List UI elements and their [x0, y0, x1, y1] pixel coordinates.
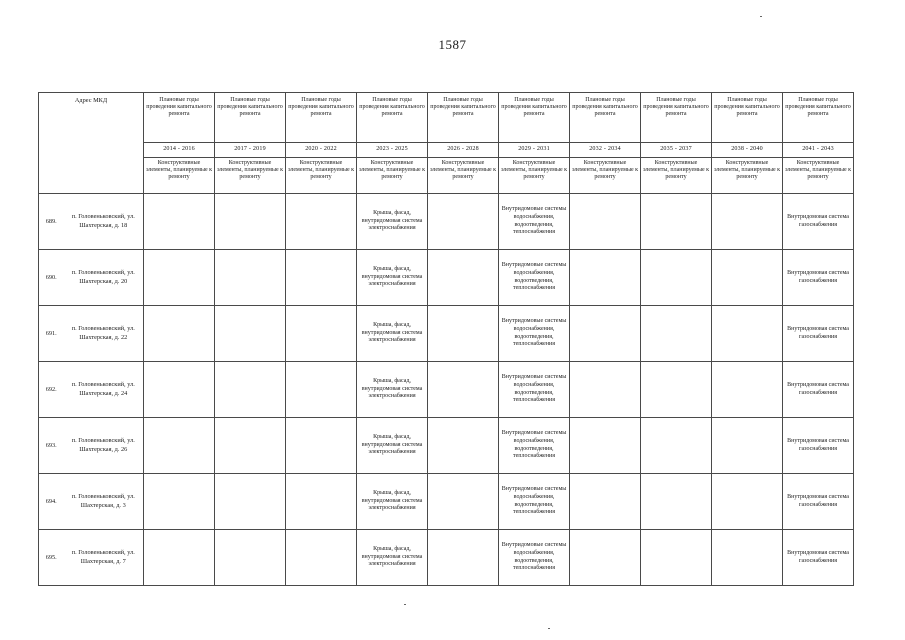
work-cell [215, 530, 286, 586]
work-cell [144, 306, 215, 362]
period-header: 2029 - 2031 [499, 143, 570, 158]
work-cell: Крыша, фасад, внутридомовая система электроснабжения [357, 362, 428, 418]
work-cell [570, 474, 641, 530]
elements-header: Конструктивные элементы, планируемые к ремонту [783, 158, 854, 194]
table-row [39, 530, 854, 586]
table-row [39, 194, 854, 250]
plan-years-header: Плановые годы проведения капитального ремонта [215, 93, 286, 143]
header-row-plan-years [39, 93, 854, 143]
work-cell [712, 418, 783, 474]
work-cell [286, 530, 357, 586]
work-cell [570, 418, 641, 474]
work-cell: Крыша, фасад, внутридомовая система электроснабжения [357, 474, 428, 530]
work-cell [428, 418, 499, 474]
work-cell [570, 250, 641, 306]
building-address: п. Головеньковский, ул. Шахтерская, д. 26 [64, 418, 144, 474]
row-number: 689. [39, 194, 64, 250]
work-cell: Внутридомовые системы водоснабжения, водоотведения, теплоснабжения [499, 250, 570, 306]
elements-header: Конструктивные элементы, планируемые к ремонту [144, 158, 215, 194]
table-row [39, 418, 854, 474]
building-address: п. Головеньковский, ул. Шахтерская, д. 24 [64, 362, 144, 418]
period-header: 2041 - 2043 [783, 143, 854, 158]
elements-header: Конструктивные элементы, планируемые к ремонту [641, 158, 712, 194]
elements-header: Конструктивные элементы, планируемые к ремонту [428, 158, 499, 194]
work-cell: Внутридомовые системы водоснабжения, водоотведения, теплоснабжения [499, 306, 570, 362]
row-number: 690. [39, 250, 64, 306]
row-number: 695. [39, 530, 64, 586]
work-cell [215, 474, 286, 530]
work-cell [712, 530, 783, 586]
building-address: п. Головеньковский, ул. Шахтерская, д. 18 [64, 194, 144, 250]
building-address: п. Головеньковский, ул. Шахтерская, д. 3 [64, 474, 144, 530]
table-row [39, 362, 854, 418]
building-address: п. Головеньковский, ул. Шахтерская, д. 7 [64, 530, 144, 586]
building-address: п. Головеньковский, ул. Шахтерская, д. 22 [64, 306, 144, 362]
work-cell [570, 530, 641, 586]
table-row [39, 250, 854, 306]
work-cell [428, 194, 499, 250]
work-cell: Внутридомовые системы водоснабжения, водоотведения, теплоснабжения [499, 474, 570, 530]
work-cell [712, 306, 783, 362]
period-header: 2035 - 2037 [641, 143, 712, 158]
work-cell [144, 250, 215, 306]
work-cell: Внутридомовые системы водоснабжения, водоотведения, теплоснабжения [499, 194, 570, 250]
work-cell: Внутридомовая система газоснабжения [783, 418, 854, 474]
scan-mark [404, 604, 406, 605]
work-cell [712, 250, 783, 306]
work-cell [144, 194, 215, 250]
work-cell [712, 474, 783, 530]
plan-years-header: Плановые годы проведения капитального ремонта [428, 93, 499, 143]
work-cell [641, 530, 712, 586]
elements-header: Конструктивные элементы, планируемые к ремонту [215, 158, 286, 194]
plan-years-header: Плановые годы проведения капитального ремонта [783, 93, 854, 143]
table-body [39, 93, 854, 586]
elements-header: Конструктивные элементы, планируемые к ремонту [357, 158, 428, 194]
work-cell [570, 306, 641, 362]
work-cell: Внутридомовая система газоснабжения [783, 194, 854, 250]
work-cell [641, 362, 712, 418]
work-cell [215, 194, 286, 250]
plan-years-header: Плановые годы проведения капитального ремонта [499, 93, 570, 143]
work-cell [215, 362, 286, 418]
work-cell [428, 250, 499, 306]
work-cell [144, 362, 215, 418]
work-cell [641, 194, 712, 250]
period-header: 2020 - 2022 [286, 143, 357, 158]
period-header: 2023 - 2025 [357, 143, 428, 158]
work-cell [428, 306, 499, 362]
row-number: 693. [39, 418, 64, 474]
work-cell: Внутридомовые системы водоснабжения, водоотведения, теплоснабжения [499, 530, 570, 586]
work-cell: Внутридомовая система газоснабжения [783, 474, 854, 530]
work-cell [641, 250, 712, 306]
building-address: п. Головеньковский, ул. Шахтерская, д. 20 [64, 250, 144, 306]
work-cell: Внутридомовые системы водоснабжения, водоотведения, теплоснабжения [499, 418, 570, 474]
elements-header: Конструктивные элементы, планируемые к ремонту [499, 158, 570, 194]
period-header: 2038 - 2040 [712, 143, 783, 158]
period-header: 2017 - 2019 [215, 143, 286, 158]
page-number: 1587 [438, 37, 467, 52]
row-number: 692. [39, 362, 64, 418]
work-cell [215, 418, 286, 474]
work-cell [641, 418, 712, 474]
table-row [39, 306, 854, 362]
work-cell: Внутридомовая система газоснабжения [783, 306, 854, 362]
work-cell: Крыша, фасад, внутридомовая система электроснабжения [357, 250, 428, 306]
row-number: 694. [39, 474, 64, 530]
work-cell [428, 474, 499, 530]
work-cell [428, 530, 499, 586]
work-cell: Внутридомовая система газоснабжения [783, 362, 854, 418]
work-cell [286, 474, 357, 530]
work-cell [144, 418, 215, 474]
scan-mark [548, 628, 550, 629]
work-cell [428, 362, 499, 418]
work-cell [570, 194, 641, 250]
work-cell [286, 362, 357, 418]
work-cell [712, 362, 783, 418]
row-number: 691. [39, 306, 64, 362]
header-row-periods [39, 143, 854, 158]
address-header: Адрес МКД [39, 93, 144, 194]
work-cell [641, 474, 712, 530]
plan-years-header: Плановые годы проведения капитального ремонта [641, 93, 712, 143]
work-cell [286, 306, 357, 362]
period-header: 2032 - 2034 [570, 143, 641, 158]
work-cell [144, 474, 215, 530]
elements-header: Конструктивные элементы, планируемые к ремонту [570, 158, 641, 194]
plan-years-header: Плановые годы проведения капитального ремонта [357, 93, 428, 143]
work-cell [570, 362, 641, 418]
work-cell [641, 306, 712, 362]
scan-mark [760, 16, 762, 17]
elements-header: Конструктивные элементы, планируемые к ремонту [286, 158, 357, 194]
work-cell: Внутридомовая система газоснабжения [783, 250, 854, 306]
plan-years-header: Плановые годы проведения капитального ремонта [144, 93, 215, 143]
work-cell [286, 194, 357, 250]
period-header: 2014 - 2016 [144, 143, 215, 158]
table-row [39, 474, 854, 530]
capital-repair-table [38, 92, 854, 586]
period-header: 2026 - 2028 [428, 143, 499, 158]
work-cell: Крыша, фасад, внутридомовая система электроснабжения [357, 418, 428, 474]
work-cell [215, 250, 286, 306]
work-cell: Крыша, фасад, внутридомовая система электроснабжения [357, 306, 428, 362]
work-cell: Внутридомовые системы водоснабжения, водоотведения, теплоснабжения [499, 362, 570, 418]
work-cell: Внутридомовая система газоснабжения [783, 530, 854, 586]
plan-years-header: Плановые годы проведения капитального ремонта [570, 93, 641, 143]
work-cell [286, 418, 357, 474]
work-cell: Крыша, фасад, внутридомовая система электроснабжения [357, 194, 428, 250]
work-cell: Крыша, фасад, внутридомовая система электроснабжения [357, 530, 428, 586]
work-cell [712, 194, 783, 250]
work-cell [215, 306, 286, 362]
work-cell [286, 250, 357, 306]
plan-years-header: Плановые годы проведения капитального ремонта [286, 93, 357, 143]
work-cell [144, 530, 215, 586]
header-row-elements [39, 158, 854, 194]
plan-years-header: Плановые годы проведения капитального ремонта [712, 93, 783, 143]
elements-header: Конструктивные элементы, планируемые к ремонту [712, 158, 783, 194]
